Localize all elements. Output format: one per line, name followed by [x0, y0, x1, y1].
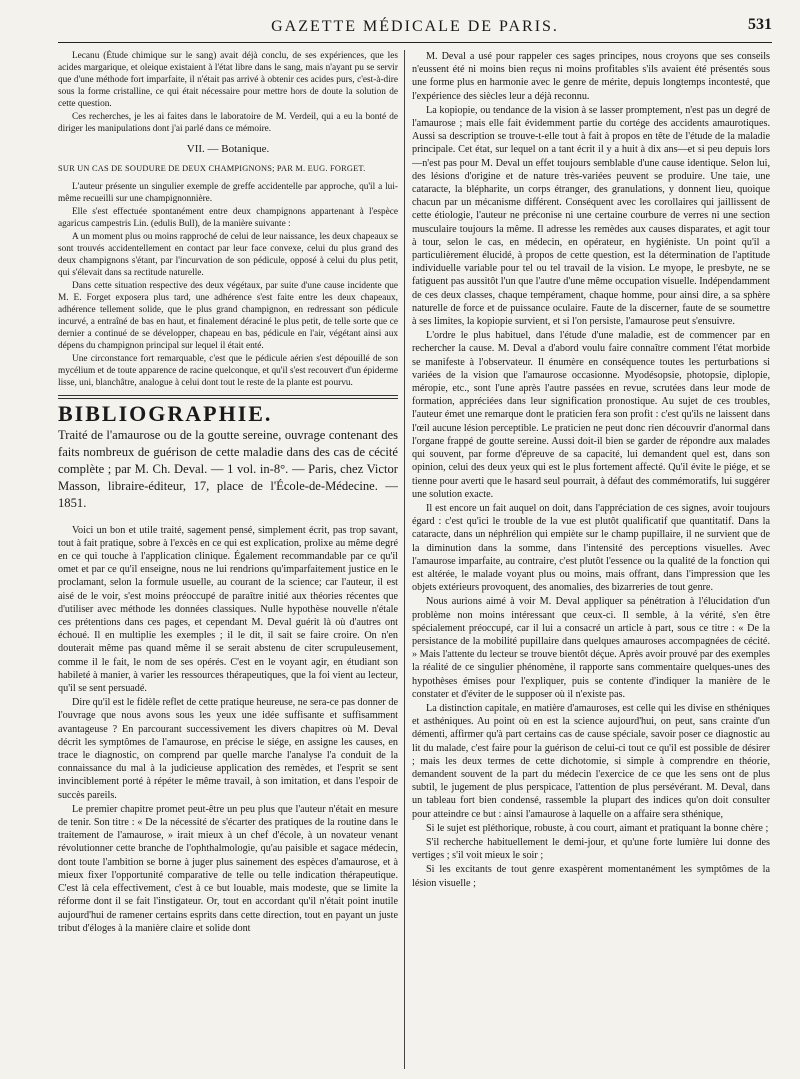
paragraph: Si le sujet est pléthorique, robuste, à cou court, aimant et pratiquant la bonne chère ;: [426, 822, 769, 834]
paragraph: La kopiopie, ou tendance de la vision à se lasser promptement, n'est pas un degré de l'amaurose ; mais elle fait évidemment partie du cortége des accidents amaurotiques. Aussi sa description se trouve-t-elle tout à fait à propos en tête de l'étude de la maladie principale. Cet état, sur lequel on a tant écrit il y a huit à dix ans—et si peu depuis lors—n'est pas pour M. Deval un effet toujours semblable d'une cause identique. Selon lui, des lésions d'origine et de nature très-variées peuvent se produire. Une taie, une cataracte, la blépharite, un corps étranger, des granulations, y donnent lieu, quoique chacun par un mécanisme différent. Conséquent avec les corollaires qui jaillissent de cette étiologie, l'auteur ne préconise ni une certaine courbure de verres ni une section musculaire toujours la même. Il adresse les remèdes aux causes disparates, et agit tour à tour, selon le cas, en médecin, en opérateur, en hygiéniste. Un point qu'il a particulièrement élucidé, à propos de cette question, est la détermination de l'aptitude individuelle variable pour tel ou tel travail de la vision. Le myope, le presbyte, ne se fatiguent pas aussitôt l'un que l'autre d'une même occupation visuelle. Indépendamment de ces deux classes, chaque tempérament, chaque homme, pour ainsi dire, a sa sphère naturelle de force et de puissance oculaire. Faute de la discerner, faute de se soumettre à ses limites, la kopiopie survient, et si l'on persiste, l'amaurose peut s'ensuivre.: [412, 104, 770, 328]
paragraph: M. Deval a usé pour rappeler ces sages principes, nous croyons que ses conseils n'eussent été ni moins bien reçus ni moins profitables s'ils avaient été présentés sous une forme plus en harmonie avec le genre de mérite, depuis longtemps incontesté, que l'expérience des siècles leur a déjà reconnu.: [412, 51, 770, 102]
paragraph: Voici un bon et utile traité, sagement pensé, simplement écrit, pas trop savant, tout à fait pratique, sobre à l'excès en ce qui est explication, prolixe au même degré en ce qui touche à l'application clinique. Également recommandable par ce qu'il omet et par ce qu'il enseigne, nous ne lui rendrions qu'imparfaitement justice en le proclamant, selon la formule usuelle, au courant de la science; car l'auteur, il est aisé de le voir, s'est moins préoccupé de paraître initié aux théories récentes que d'utiliser avec méthode les données classiques. Nulle hypothèse nouvelle n'étale ces prétentions dans ces pages, et cependant M. Deval guérit là où d'autres ont échoué. Il en multiplie les exemples ; il le dit, il sait se faire croire. On n'en douterait même pas quand même il se serait abstenu de citer scrupuleusement, comme il le fait, le nom de ses opérés. C'est en le voyant agir, en étudiant son habileté à manier, à varier les ressources thérapeutiques, que la foi vient au lecteur, qu'il se sent persuadé.: [58, 524, 398, 695]
book-title: Traité de l'amaurose ou de la goutte sereine, ouvrage contenant des faits nombreux de guérison de cette maladie dans des cas de cécité complète ; par M. Ch. Deval. — 1 vol. in-8°. — Paris, chez Victor Masson, libraire-éditeur, 17, place de l'École-de-Médecine. — 1851.: [58, 427, 398, 510]
paragraph: Une circonstance fort remarquable, c'est que le pédicule aérien s'est dépouillé de son mycélium et de toute apparence de racine quelconque, et qu'il s'est recouvert d'un épiderme lisse, uni, blanchâtre, analogue à celui dont tout le reste de la plante est pourvu.: [58, 354, 398, 389]
section-title: [58, 143, 398, 156]
bibliography-heading: BIBLIOGRAPHIE.: [58, 401, 273, 427]
divider: [58, 395, 398, 396]
page-number: 531: [748, 16, 772, 33]
article-subtitle: SUR UN CAS DE SOUDURE DE DEUX CHAMPIGNONS; PAR M. EUG. FORGET.: [58, 164, 366, 174]
section-title-text: VII. — Botanique.: [186, 143, 270, 155]
paragraph: Il est encore un fait auquel on doit, dans l'appréciation de ces signes, avoir toujours égard : c'est qu'ici le trouble de la vue est plutôt qualificatif que quantitatif. Dans la cataracte, dans un néphrélion qui empiète sur le champ pupillaire, il ne survient que de la diminution dans la somme, dans l'intensité des perceptions visuelles. Avec l'amaurose imparfaite, au contraire, c'est plutôt l'essence ou la qualité de la fonction qui est altérée, le malade voyant plus ou moins, mais offrant, dans l'impression que les objets extérieurs provoquent, des anomalies, des bizarreries de tout genre.: [412, 502, 770, 594]
paragraph: A un moment plus ou moins rapproché de celui de leur naissance, les deux chapeaux se sont trouvés accidentellement en contact par leur face convexe, celui du plus grand des deux champignons s'étant, par l'incurvation de son pédicule, opposé à celui du plus petit, qui s'élevait dans sa rectitude naturelle.: [58, 232, 398, 279]
page-header: [58, 14, 772, 43]
paragraph: L'ordre le plus habituel, dans l'étude d'une maladie, est de commencer par en rechercher la cause. M. Deval a d'abord voulu faire connaître comment l'état morbide se manifeste à l'observateur. Il énumère en conséquence toutes les perturbations si variées de la vision que l'amaurose occasionne. Myodésopsie, photopsie, diplopie, méropie, etc., sont l'une après l'autre passées en revue, scrutées dans leur mode de formation, appréciées dans leur signification pronostique. Au sujet de ces troubles, l'auteur émet une remarque dont le praticien fera son profit : c'est qu'ils ne laissent dans l'œil aucune lésion perceptible. Le praticien ne peut donc rien découvrir d'anormal dans l'organe frappé de goutte sereine. Aussi doit-il bien se garder de répondre aux malades qui souvent, par forme d'épreuve de sa capacité, lui demandent quel est, dans son opinion, celui des deux yeux qui est le plus fortement affecté. Qu'il évite le piége, et se tienne pour averti que le hasard seul pourrait, à défaut des commémoratifs, lui suggérer une solution exacte.: [412, 330, 770, 500]
paragraph: Dans cette situation respective des deux végétaux, par suite d'une cause incidente que M. E. Forget exposera plus tard, une adhérence s'est faite entre les deux chapeaux, adhérence tellement solide, que le plus grand champignon, en redressant son pédicule incurvé, a entraîné de bas en haut, et finalement déraciné le plus petit, de telle sorte que ce dernier a continué de se développer, chapeau en bas, pédicule en l'air, végétant ainsi aux dépens du champignon principal sur lequel il était enté.: [58, 281, 398, 352]
paragraph: Elle s'est effectuée spontanément entre deux champignons appartenant à l'espèce agaricus campestris Lin. (edulis Bull), de la manière suivante :: [58, 207, 398, 230]
paragraph: Si les excitants de tout genre exaspèrent momentanément les symptômes de la lésion visuelle ;: [412, 864, 770, 889]
paragraph: Nous aurions aimé à voir M. Deval appliquer sa pénétration à l'élucidation d'un problème non moins intéressant que ceux-ci. Il semble, à la vérité, s'en être spécialement préoccupé, car il lui a consacré un article à part, sous ce titre : « De la persistance de la mobilité pupillaire dans quelques amauroses accompagnées de cécité. » Mais l'attente du lecteur se trouve bientôt déçue. Après avoir prouvé par des exemples la réalité de ce singulier phénomène, il rapporte sans commentaire quelques-unes des hypothèses émises pour l'expliquer, puis se contente d'indiquer la manière de le constater et d'éviter de le supposer où il n'existe pas.: [412, 596, 770, 700]
paragraph: Le premier chapitre promet peut-être un peu plus que l'auteur n'était en mesure de tenir. Son titre : « De la nécessité de s'écarter des pratiques de la routine dans le traitement de l'amaurose, » irait mieux à un chef d'école, à un novateur venant révolutionner cette branche de l'ophthalmologie, qu'au paisible et sagace médecin, dont toute l'ambition se borne à juger plus sainement des espèces d'amaurose, et à mieux fixer l'opportunité comparative de telle ou telle indication thérapeutique. C'est là cela effectivement, c'est à ce but louable, mais modeste, que se limite la réforme dont il se fait l'instigateur. Or, tout en accordant qu'il n'était point inutile aujourd'hui de ramener certains esprits dans cette direction, tout en payant un juste tribut d'éloges à la manière claire et solide dont: [58, 803, 398, 934]
right-column: [412, 50, 770, 1069]
paragraph: S'il recherche habituellement le demi-jour, et qu'une forte lumière lui donne des vertiges ; s'il voit mieux le soir ;: [412, 836, 770, 862]
paragraph: Ces recherches, je les ai faites dans le laboratoire de M. Verdeil, qui a eu la bonté de diriger les manipulations dont j'ai parlé dans ce mémoire.: [58, 112, 398, 134]
paragraph: Lecanu (Étude chimique sur le sang) avait déjà conclu, de ses expériences, que les acides margarique, et oleique existaient à l'état libre dans le sang, mais n'ayant pu se servir que d'une méthode fort imparfaite, il n'était pas arrivé à obtenir ces acides purs, c'est-à-dire sous la forme cristalline, ce qui était nécessaire pour mettre hors de doute la solution de cette question.: [58, 51, 398, 109]
paragraph: L'auteur présente un singulier exemple de greffe accidentelle par approche, qu'il a lui-même recueilli sur une champignonnière.: [58, 182, 398, 205]
left-column: [58, 50, 398, 1069]
column-divider: [404, 50, 405, 1069]
paragraph: Dire qu'il est le fidèle reflet de cette pratique heureuse, ne sera-ce pas donner de l'ouvrage que nous avons sous les yeux une idée suffisante et suffisamment avantageuse ? En parcourant successivement les divers chapitres où M. Deval décrit les symptômes de l'amaurose, en précise le siége, en assigne les causes, en trace le diagnostic, on comprend par quelle marche l'analyse l'a conduit de la connaissance du mal à la judicieuse application des remèdes, et l'esprit se sent invinciblement porté à répéter le même travail, à son imitation, et dans l'espoir de succès pareils.: [58, 697, 398, 801]
journal-title: GAZETTE MÉDICALE DE PARIS.: [271, 18, 559, 35]
divider: [58, 398, 398, 399]
paragraph: La distinction capitale, en matière d'amauroses, est celle qui les divise en sthéniques et asthéniques. Au point où en est la science aujourd'hui, on peut, sans crainte d'un démenti, affirmer qu'à part certains cas de cause spéciale, savoir poser ce diagnostic au lit du malade, c'est faire pour la guérison de celui-ci tout ce qu'il est possible de désirer ; mais les deux termes de cette dichotomie, si simple à comprendre en théorie, demandent souvent de la part du médecin l'exercice de ce que les sens ont de plus subtil, le jugement de plus perspicace, l'attention de plus persévérant. M. Deval, dans un tableau fort bien condensé, rassemble la plupart des indices qu'on doit consulter pour atteindre ce but : ainsi l'amaurose à laquelle on a affaire sera sthénique,: [412, 702, 770, 820]
